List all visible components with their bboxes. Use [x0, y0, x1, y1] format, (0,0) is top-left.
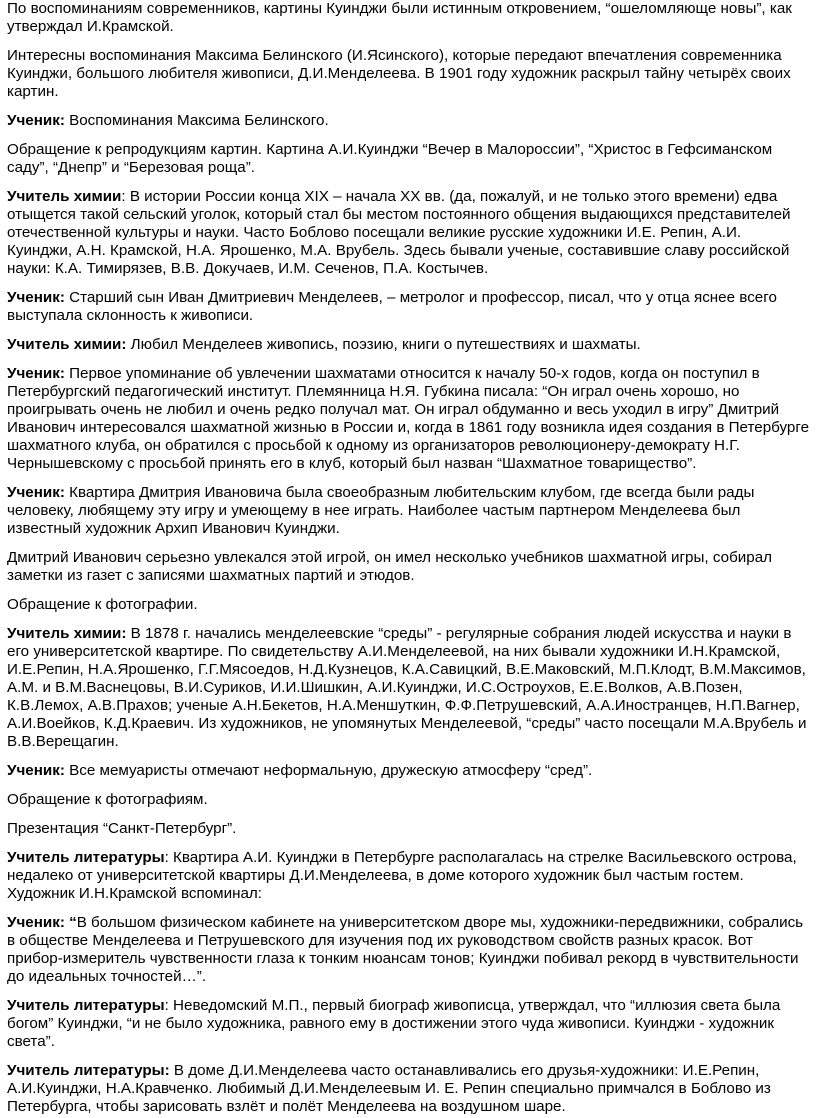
speaker-label: Учитель литературы: [7, 849, 165, 866]
paragraph-text: : Неведомский М.П., первый биограф живописца, утверждал, что “иллюзия света была богом” Куинджи, “и не было художника, равного ему в достижении этого чуда живописи. Куинджи - художник света”.: [7, 997, 781, 1050]
paragraph-text: В доме Д.И.Менделеева часто останавливались его друзья-художники: И.Е.Репин, А.И.Куинджи, Н.А.Кравченко. Любимый Д.И.Менделеевым И. Е. Репин специально примчался в Боблово из Петербурга, чтобы зарисовать взлёт и полёт Менделеева на воздушном шаре.: [7, 1062, 771, 1115]
paragraph: [7, 365, 810, 473]
paragraph: [7, 484, 810, 538]
speaker-label: Учитель литературы:: [7, 1062, 170, 1079]
paragraph-text: В большом физическом кабинете на университетском дворе мы, художники-передвижники, собрались в обществе Менделеева и Петрушевского для изучения под их руководством свойств разных красок. Вот прибор-измеритель чувственности глаза к тонким нюансам тонов; Куинджи побивал рекорд в чувствительности до идеальных точностей…”.: [7, 914, 804, 985]
paragraph-text: : Квартира А.И. Куинджи в Петербурге располагалась на стрелке Васильевского острова, недалеко от университетской квартиры Д.И.Менделеева, в доме которого художник был частым гостем. Художник И.Н.Крамской вспоминал:: [7, 849, 797, 902]
speaker-label: Ученик:: [7, 365, 65, 382]
paragraph-text: Старший сын Иван Дмитриевич Менделеев, – метролог и профессор, писал, что у отца яснее всего выступала склонность к живописи.: [7, 289, 777, 324]
paragraph: [7, 997, 810, 1051]
paragraph: [7, 820, 810, 838]
paragraph: [7, 849, 810, 903]
paragraph-text: Любил Менделеев живопись, поэзию, книги о путешествиях и шахматы.: [126, 336, 641, 353]
paragraph: [7, 112, 810, 130]
paragraph: [7, 1062, 810, 1116]
paragraph: [7, 914, 810, 986]
paragraph: [7, 762, 810, 780]
speaker-label: Ученик:: [7, 484, 65, 501]
paragraph-text: Все мемуаристы отмечают неформальную, дружескую атмосферу “сред”.: [64, 762, 593, 779]
paragraph-text: Обращение к фотографиям.: [7, 791, 208, 808]
paragraph-text: Интересны воспоминания Максима Белинского (И.Ясинского), которые передают впечатления современника Куинджи, большого любителя живописи, Д.И.Менделеева. В 1901 году художник раскрыл тайну четырёх своих картин.: [7, 47, 791, 100]
paragraph-text: Обращение к фотографии.: [7, 596, 198, 613]
paragraph: [7, 625, 810, 751]
paragraph-text: В 1878 г. начались менделеевские “среды” - регулярные собрания людей искусства и науки в его университетской квартире. По свидетельству А.И.Менделеевой, на них бывали художники И.Н.Крамской, И.Е.Репин, Н.А.Ярошенко, Г.Г.Мясоедов, Н.Д.Кузнецов, К.А.Савицкий, В.Е.Маковский, М.П.Клодт, В.М.Максимов, А.М. и В.М.Васнецовы, В.И.Суриков, И.И.Шишкин, А.И.Куинджи, И.С.Остроухов, Е.Е.Волков, А.В.Позен, К.В.Лемох, А.В.Прахов; ученые А.Н.Бекетов, Н.А.Меншуткин, Ф.Ф.Петрушевский, А.А.Иностранцев, Н.П.Вагнер, А.И.Воейков, К.Д.Краевич. Из художников, не упомянутых Менделеевой, “среды” часто посещали М.А.Врубель и В.В.Верещагин.: [7, 625, 807, 750]
paragraph: [7, 0, 810, 36]
paragraph-text: : В истории России конца XIX – начала XX вв. (да, пожалуй, и не только этого времени) едва отыщется такой сельский уголок, который стал бы местом постоянного общения выдающихся представителей отечественной культуры и науки. Часто Боблово посещали великие русские художники И.Е. Репин, А.И. Куинджи, А.Н. Крамской, Н.А. Ярошенко, М.А. Врубель. Здесь бывали ученые, составившие славу российской науки: К.А. Тимирязев, В.В. Докучаев, И.М. Сеченов, П.А. Костычев.: [7, 188, 791, 277]
speaker-label: Ученик:: [7, 289, 65, 306]
paragraph-text: Квартира Дмитрия Ивановича была своеобразным любительским клубом, где всегда были рады человеку, любящему эту игру и умеющему в нее играть. Наиболее частым партнером Менделеева был известный художник Архип Иванович Куинджи.: [7, 484, 755, 537]
paragraph: [7, 188, 810, 278]
paragraph: [7, 47, 810, 101]
paragraph-text: Обращение к репродукциям картин. Картина А.И.Куинджи “Вечер в Малороссии”, “Христос в Гефсиманском саду”, “Днепр” и “Березовая роща”.: [7, 141, 773, 176]
speaker-label: Учитель химии:: [7, 625, 127, 642]
speaker-label: Ученик:: [7, 762, 65, 779]
paragraph-text: Воспоминания Максима Белинского.: [64, 112, 329, 129]
paragraph-text: Первое упоминание об увлечении шахматами относится к началу 50-х годов, когда он поступил в Петербургский педагогический институт. Племянница Н.Я. Губкина писала: “Он играл очень хорошо, но проигрывать очень не любил и очень редко получал мат. Он играл обдуманно и весь уходил в игру” Дмитрий Иванович интересовался шахматной жизнью в России и, когда в 1861 году возникла идея создания в Петербурге шахматного клуба, он обратился с просьбой к одному из организаторов революционеру-демократу Н.Г. Чернышевскому с просьбой принять его в клуб, который был назван “Шахматное товарищество”.: [7, 365, 810, 472]
paragraph: [7, 289, 810, 325]
paragraph-text: Дмитрий Иванович серьезно увлекался этой игрой, он имел несколько учебников шахматной игры, собирал заметки из газет с записями шахматных партий и этюдов.: [7, 549, 773, 584]
paragraph: [7, 549, 810, 585]
speaker-label: Учитель химии: [7, 188, 122, 205]
paragraph: [7, 141, 810, 177]
speaker-label: Учитель химии:: [7, 336, 127, 353]
paragraph: [7, 791, 810, 809]
speaker-label: Ученик: “: [7, 914, 77, 931]
paragraph: [7, 336, 810, 354]
speaker-label: Учитель литературы: [7, 997, 165, 1014]
paragraph: [7, 596, 810, 614]
paragraph-text: По воспоминаниям современников, картины Куинджи были истинным откровением, “ошеломляюще новы”, как утверждал И.Крамской.: [7, 0, 792, 35]
speaker-label: Ученик:: [7, 112, 65, 129]
paragraph-text: Презентация “Санкт-Петербург”.: [7, 820, 237, 837]
